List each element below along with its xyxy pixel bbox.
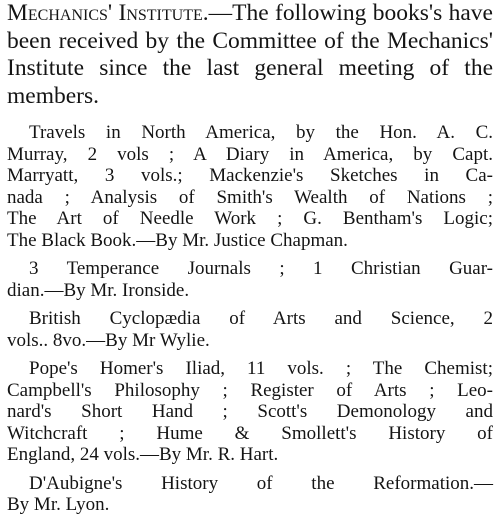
article-column — [7, 0, 493, 523]
entry-line: Pope's Homer's Iliad, 11 vols. ; The Chemist; — [29, 358, 493, 379]
entry-line: Campbell's Philosophy ; Register of Arts ; Leo- — [7, 379, 493, 401]
book-list-entry-hart — [7, 358, 493, 466]
entry-line: The Black Book.—By Mr. Justice Chapman. — [7, 229, 348, 251]
entry-line: Travels in North America, by the Hon. A. C. — [29, 122, 493, 143]
entry-line: nard's Short Hand ; Scott's Demonology and — [7, 401, 493, 422]
entry-line: Murray, 2 vols ; A Diary in America, by Capt. — [7, 143, 493, 165]
entry-line: England, 24 vols.—By Mr. R. Hart. — [7, 444, 279, 465]
entry-line: Witchcraft ; Hume & Smollett's History of — [7, 422, 493, 444]
entry-line: vols.. 8vo.—By Mr Wylie. — [7, 329, 210, 351]
entry-line: dian.—By Mr. Ironside. — [7, 279, 190, 301]
entry-line: 3 Temperance Journals ; 1 Christian Guar- — [29, 258, 493, 279]
entry-line: The Art of Needle Work ; G. Bentham's Logic; — [7, 208, 493, 229]
entry-line: D'Aubigne's History of the Reformation.— — [29, 472, 493, 494]
book-list-entry-ironside — [7, 258, 493, 301]
entry-line: By Mr. Lyon. — [7, 494, 110, 515]
entry-line: Marryatt, 3 vols.; Mackenzie's Sketches in Ca- — [7, 165, 493, 186]
heading-dash: — — [208, 0, 233, 26]
entry-line: British Cyclopædia of Arts and Science, 2 — [29, 308, 493, 329]
article-heading: Mechanics' Institute. — [7, 0, 209, 26]
entry-line: nada ; Analysis of Smith's Wealth of Nations ; — [7, 186, 493, 208]
book-list-entry-lyon — [7, 473, 493, 516]
article-intro-text: The following books's have been received by the Committee of the Mechanics' Institute since the last general meeting of the members. — [7, 0, 493, 109]
article-intro-paragraph — [7, 0, 493, 110]
book-list-entry-wylie — [7, 308, 493, 351]
book-list-entry-chapman — [7, 122, 493, 251]
